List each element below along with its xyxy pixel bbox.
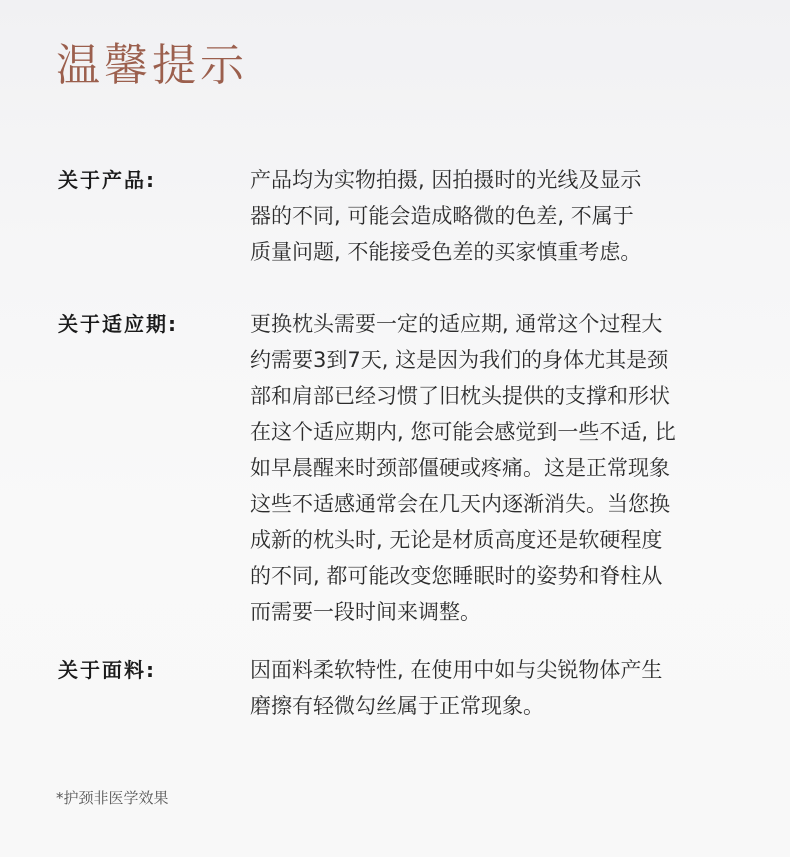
page-title: 温馨提示 bbox=[56, 40, 248, 91]
text-line: 部和肩部已经习惯了旧枕头提供的支撑和形状 bbox=[250, 384, 670, 408]
section-label: 关于面料: bbox=[58, 658, 156, 682]
text-line: 这些不适感通常会在几天内逐渐消失。当您换 bbox=[250, 492, 670, 516]
text-line: 在这个适应期内, 您可能会感觉到一些不适, 比 bbox=[250, 420, 676, 444]
section-label: 关于产品: bbox=[58, 168, 156, 192]
text-line: 磨擦有轻微勾丝属于正常现象。 bbox=[250, 694, 544, 718]
footnote: *护颈非医学效果 bbox=[56, 789, 169, 807]
text-line: 的不同, 都可能改变您睡眠时的姿势和脊柱从 bbox=[250, 564, 663, 588]
text-line: 器的不同, 可能会造成略微的色差, 不属于 bbox=[250, 204, 634, 228]
text-line: 产品均为实物拍摄, 因拍摄时的光线及显示 bbox=[250, 168, 642, 192]
text-line: 如早晨醒来时颈部僵硬或疼痛。这是正常现象 bbox=[250, 456, 670, 480]
text-line: 约需要3到7天, 这是因为我们的身体尤其是颈 bbox=[250, 348, 669, 372]
text-line: 成新的枕头时, 无论是材质高度还是软硬程度 bbox=[250, 528, 663, 552]
text-line: 而需要一段时间来调整。 bbox=[250, 600, 481, 624]
text-line: 因面料柔软特性, 在使用中如与尖锐物体产生 bbox=[250, 658, 663, 682]
section-label: 关于适应期: bbox=[58, 312, 178, 336]
text-line: 更换枕头需要一定的适应期, 通常这个过程大 bbox=[250, 312, 663, 336]
section-text bbox=[250, 306, 730, 630]
section-text bbox=[250, 162, 730, 270]
text-line: 质量问题, 不能接受色差的买家慎重考虑。 bbox=[250, 240, 642, 264]
section-text bbox=[250, 652, 730, 724]
